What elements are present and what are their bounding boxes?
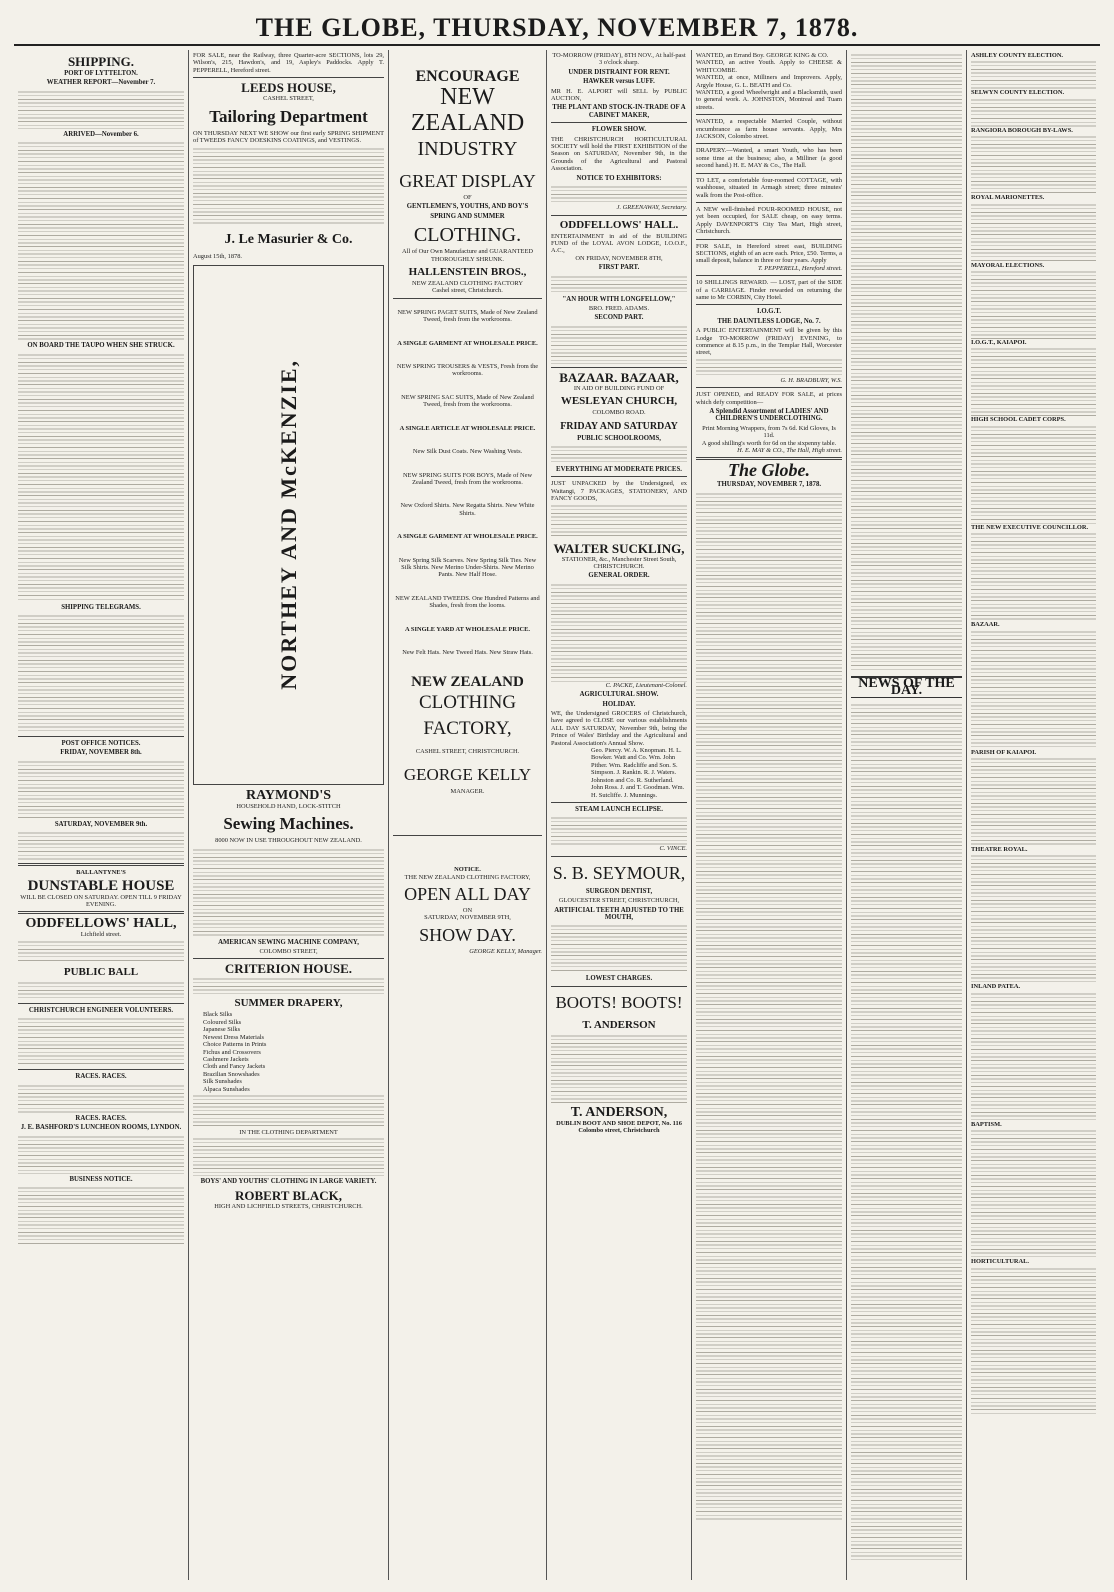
may: H. E. MAY & CO., The Hall, High street. <box>737 447 842 455</box>
hawker: HAWKER versus LUFF. <box>583 78 655 86</box>
ad-12: New Felt Hats. New Tweed Hats. New Straw Hats. <box>402 648 533 656</box>
marionettes-text <box>971 202 1096 262</box>
gardiner-text <box>18 939 184 963</box>
splendid: A Splendid Assortment of LADIES' AND CHILDREN'S UNDERCLOTHING. <box>709 408 829 423</box>
dunstable-sub: WILL BE CLOSED ON SATURDAY. OPEN TILL 9 FRIDAY EVENING. <box>20 893 182 909</box>
encourage: ENCOURAGE <box>415 68 520 85</box>
weather-text <box>18 89 184 129</box>
clothing: CLOTHING. <box>413 224 522 247</box>
theatre-royal: THEATRE ROYAL. <box>971 846 1028 854</box>
horticultural-note: HORTICULTURAL. <box>971 1258 1029 1266</box>
wanted-2: WANTED, at once, Milliners and Improvers. Apply, Argyle House, G. L. BEATH and Co. <box>696 74 842 89</box>
just-opened: JUST OPENED, and READY FOR SALE, at prices which defy competition— <box>696 391 842 406</box>
post-office-heading: POST OFFICE NOTICES. <box>61 740 141 748</box>
summer-drapery: SUMMER DRAPERY, <box>234 997 343 1010</box>
column-5 <box>692 50 847 1580</box>
news-of-the-day: NEWS OF THE DAY. <box>851 676 962 698</box>
rangiora-text <box>971 134 1096 194</box>
leeds-sub: CASHEL STREET, <box>263 95 314 103</box>
sewing-note: 8000 NOW IN USE THROUGHOUT NEW ZEALAND. <box>215 837 362 845</box>
ent-text <box>696 357 842 377</box>
criterion-intro <box>193 976 384 994</box>
post-saturday: SATURDAY, NOVEMBER 9th. <box>54 820 148 828</box>
anderson-2: T. ANDERSON, <box>570 1104 668 1120</box>
hallenstein: HALLENSTEIN BROS., <box>408 266 527 279</box>
great-display: GREAT DISPLAY <box>399 171 536 191</box>
lecture: "AN HOUR WITH LONGFELLOW," <box>562 295 676 303</box>
flower-show: FLOWER SHOW. <box>591 126 647 134</box>
races-text <box>18 1083 184 1113</box>
cashel: Cashel street, Christchurch. <box>432 287 503 295</box>
iogt-kaiapoi: I.O.G.T., KAIAPOI. <box>971 339 1027 347</box>
for-sale: FOR SALE, in Hereford street east, BUILDING SECTIONS, eighth of an acre each. Price, £50. Terms, a small deposit, balance in three or four years. Apply <box>696 242 842 265</box>
special-text <box>193 1093 384 1129</box>
entertainment: ENTERTAINMENT in aid of the BUILDING FUND of the LOYAL AVON LODGE, I.O.O.F., A.C., <box>551 232 687 255</box>
selwyn-election: SELWYN COUNTY ELECTION. <box>971 89 1065 97</box>
tailoring-text <box>193 146 384 226</box>
general-order: GENERAL ORDER. <box>588 572 650 580</box>
seymour: S. B. SEYMOUR, <box>552 862 686 883</box>
vince: C. VINCE. <box>659 845 687 853</box>
arrivals-text <box>18 140 184 340</box>
engineers-heading: CHRISTCHURCH ENGINEER VOLUNTEERS. <box>28 1006 174 1014</box>
sewing-text <box>193 847 384 937</box>
ad-2: NEW SPRING TROUSERS & VESTS, Fresh from the workrooms. <box>396 363 539 378</box>
gloucester: GLOUCESTER STREET, CHRISTCHURCH, <box>558 897 680 905</box>
post-text <box>18 759 184 819</box>
marionettes: ROYAL MARIONETTES. <box>971 194 1045 202</box>
four-roomed: A NEW well-finished FOUR-ROOMED HOUSE, not yet been occupied, for SALE cheap, on easy terms. Apply DAVENPORT'S City Tea Mart, High street, Christchurch. <box>696 205 842 236</box>
business-text <box>18 1185 184 1245</box>
show-day: SHOW DAY. <box>419 924 516 945</box>
wesleyan: WESLEYAN CHURCH, <box>560 395 678 408</box>
lowest: LOWEST CHARGES. <box>585 975 653 983</box>
ad-3: NEW SPRING SAC SUITS, Made of New Zealand Tweed, fresh from the workrooms. <box>401 393 534 409</box>
ad-7: New Oxford Shirts. New Regatta Shirts. New White Shirts. <box>400 502 535 517</box>
exhibitors-text <box>551 184 687 204</box>
bazaar: BAZAAR. <box>971 621 1000 629</box>
everything: EVERYTHING AT MODERATE PRICES. <box>556 465 682 473</box>
friday: ON FRIDAY, NOVEMBER 8TH, <box>575 254 663 262</box>
dublin-depot: DUBLIN BOOT AND SHOE DEPOT, No. 116 Colombo street, Christchurch <box>556 1119 682 1135</box>
sewing-machines: Sewing Machines. <box>223 814 354 834</box>
column-6 <box>847 50 967 1580</box>
horticultural: THE CHRISTCHURCH HORTICULTURAL SOCIETY will hold the FIRST EXHIBITION of the Season on SATURDAY, November 9th, in the Grounds of the Agricultural and Pastoral Association. <box>551 135 687 173</box>
shipping-heading: SHIPPING. <box>67 54 135 69</box>
raymonds: RAYMOND'S <box>245 787 332 803</box>
second-part-list <box>551 324 687 364</box>
races-heading-2: RACES. RACES. <box>75 1114 127 1122</box>
selwyn-text <box>971 97 1096 127</box>
dauntless: THE DAUNTLESS LODGE, No. 7. <box>717 317 821 325</box>
adams: BRO. FRED. ADAMS. <box>588 304 650 312</box>
general-order-text <box>551 582 687 682</box>
clothing-factory: CLOTHING FACTORY, <box>418 692 517 740</box>
iogt: I.O.G.T. <box>756 308 782 316</box>
suckling: WALTER SUCKLING, <box>553 540 685 556</box>
column-2 <box>189 50 389 1580</box>
factory: NEW ZEALAND CLOTHING FACTORY <box>412 280 523 288</box>
tailoring-department: Tailoring Department <box>209 106 368 126</box>
taupo-heading: ON BOARD THE TAUPO WHEN SHE STRUCK. <box>27 342 175 350</box>
public-entertainment: A PUBLIC ENTERTAINMENT will be given by this Lodge TO-MORROW (FRIDAY) EVENING, to commence at 8.15 p.m., in the Templar Hall, Worcester street, <box>696 327 842 357</box>
plant: THE PLANT AND STOCK-IN-TRADE OF A CABINET MAKER, <box>552 104 686 119</box>
races-heading: RACES. RACES. <box>75 1073 127 1081</box>
alport: MR H. E. ALPORT will SELL by PUBLIC AUCTION, <box>551 87 687 103</box>
ad-8: A SINGLE GARMENT AT WHOLESALE PRICE. <box>397 533 538 541</box>
column-1 <box>14 50 189 1580</box>
mayoral: MAYORAL ELECTIONS. <box>971 261 1045 269</box>
grocer-names: Geo. Piercy. W. A. Knopman. H. L. Bowker. Watt and Co. Wm. John Pither. Wm. Radcliffe and Son. S. Simpson. J. Rankin. R. J. Waters. Johnston and Co. R. Sutherland. John Ross. J. and T. Goodman. Wm. H. Sutcliffe. J. Munnings. <box>591 747 685 799</box>
the-globe: The Globe. <box>728 460 810 481</box>
first-part: FIRST PART. <box>598 264 640 272</box>
for-sale-sections: FOR SALE, near the Railway, three Quarter-acre SECTIONS, lots 29, Wilson's, 215, Hawdon's, and 19, Aspley's Paddocks. Apply T. PEPPERELL, Hereford street. <box>193 52 384 74</box>
holiday: HOLIDAY. <box>602 700 636 708</box>
tomorrow: TO-MORROW (FRIDAY), 8TH NOV., At half-past 3 o'clock sharp. <box>552 52 686 67</box>
leeds-house: LEEDS HOUSE, <box>241 80 336 96</box>
stationery-list <box>551 503 687 539</box>
baptism: BAPTISM. <box>971 1120 1002 1128</box>
post-text-2 <box>18 830 184 860</box>
black-address: HIGH AND LICHFIELD STREETS, CHRISTCHURCH. <box>214 1202 363 1210</box>
engineers-text <box>18 1016 184 1066</box>
column-4 <box>547 50 692 1580</box>
horticultural-text <box>971 1266 1096 1416</box>
inland-text <box>971 991 1096 1121</box>
anderson: T. ANDERSON <box>582 1018 656 1031</box>
ballantyne: BALLANTYNE'S <box>76 869 126 877</box>
ball-text <box>18 980 184 1000</box>
packe: C. PACKE, Lieutenant-Colonel. <box>605 681 687 689</box>
manufacture: All of Our Own Manufacture and GUARANTEED THOROUGHLY SHRUNK. <box>402 248 533 263</box>
on: ON <box>462 907 473 914</box>
spring-summer: SPRING AND SUMMER <box>430 212 505 220</box>
news-text <box>851 702 962 1562</box>
artificial: ARTIFICIAL TEETH ADJUSTED TO THE MOUTH, <box>554 906 684 921</box>
telegrams-text <box>18 613 184 733</box>
ad-5: New Silk Dust Coats. New Washing Vests. <box>412 448 523 456</box>
agricultural: AGRICULTURAL SHOW. <box>579 691 659 699</box>
grocers: WE, the Undersigned GROCERS of Christchurch, have agreed to CLOSE our various establishments ALL DAY SATURDAY, November 9th, being the Prince of Wales' Birthday and the Agricultural and Pastoral Association's Annual Show. <box>551 710 687 747</box>
iogt-text <box>971 346 1096 416</box>
bazaar: BAZAAR. BAZAAR, <box>559 369 679 385</box>
public-ball: PUBLIC BALL <box>63 965 139 978</box>
le-masurier: J. Le Masurier & Co. <box>224 232 353 248</box>
new-zealand: NEW ZEALAND <box>410 84 525 136</box>
weather-report: WEATHER REPORT—November 7. <box>46 79 156 87</box>
parish-text <box>971 756 1096 846</box>
ad-4: A SINGLE ARTICLE AT WHOLESALE PRICE. <box>399 424 536 432</box>
clothing-dept: IN THE CLOTHING DEPARTMENT <box>239 1128 338 1136</box>
wanted-0: WANTED, an Errand Boy. GEORGE KING & CO. <box>696 52 829 59</box>
wanted-3: WANTED, a good Wheelwright and a Blacksmith, used to general work. A. JOHNSTON, Montreal and Tuam streets. <box>696 89 842 111</box>
ad-9: New Spring Silk Scarves. New Spring Silk Ties. New Silk Shirts. New Merino Under-Shirts. New Merino Pants. New Half Hose. <box>398 556 537 579</box>
inland-patea: INLAND PATEA. <box>971 983 1021 991</box>
ad-10: NEW ZEALAND TWEEDS. One Hundred Patterns and Shades, fresh from the looms. <box>395 594 540 610</box>
bashford-text <box>18 1134 184 1174</box>
raymonds-sub: HOUSEHOLD HAND, LOCK-STITCH <box>236 802 341 810</box>
editorial-date: THURSDAY, NOVEMBER 7, 1878. <box>716 481 822 489</box>
northey-mckenzie: NORTHEY AND McKENZIE, <box>275 359 301 691</box>
notice-body: THE NEW ZEALAND CLOTHING FACTORY, <box>404 873 531 881</box>
pepperell: T. PEPPERELL, Hereford street. <box>757 264 842 272</box>
column-3 <box>389 50 547 1580</box>
first-part-list <box>551 274 687 294</box>
ad-11: A SINGLE YARD AT WHOLESALE PRICE. <box>405 625 530 633</box>
cashel-2: CASHEL STREET, CHRISTCHURCH. <box>415 748 520 756</box>
parish-kaiapoi: PARISH OF KAIAPOI. <box>971 748 1037 756</box>
notice: NOTICE. <box>454 866 481 874</box>
wanted-1: WANTED, an active Youth. Apply to CHEESE & WHITCOMBE. <box>696 59 842 74</box>
taupo-article <box>18 352 184 602</box>
tailoring-body: ON THURSDAY NEXT WE SHOW our first early SPRING SHIPMENT of TWEEDS FANCY DOESKINS COATINGS, and VESTINGS. <box>193 129 384 145</box>
column-7 <box>967 50 1100 1580</box>
steam-text <box>551 815 687 845</box>
oddfellows-sub: Lichfield street. <box>80 931 122 939</box>
baptism-text <box>971 1128 1096 1258</box>
colombo-road: COLOMBO ROAD. <box>592 409 646 417</box>
boys-clothing: BOYS' AND YOUTHS' CLOTHING IN LARGE VARIETY. <box>200 1178 377 1186</box>
oddfellows-hall: ODDFELLOWS' HALL, <box>25 916 177 932</box>
cadet-corps: HIGH SCHOOL CADET CORPS. <box>971 416 1066 424</box>
open-all-day: OPEN ALL DAY <box>404 884 531 904</box>
editorial-text <box>696 491 842 1521</box>
arrived-heading: ARRIVED—November 6. <box>63 130 139 138</box>
kelly-signature: GEORGE KELLY, Manager. <box>469 947 542 955</box>
wanted-4: WANTED, a respectable Married Couple, without encumbrance as farm house servants. Apply, Mrs JACKSON, Colombo street. <box>696 118 842 141</box>
bazaar-text <box>551 444 687 464</box>
masurier-date: August 15th, 1878. <box>193 253 242 261</box>
boots: BOOTS! BOOTS! <box>555 992 683 1012</box>
american-sewing: AMERICAN SEWING MACHINE COMPANY, <box>218 938 359 946</box>
cadet-text <box>971 424 1096 524</box>
surgeon: SURGEON DENTIST, <box>585 887 653 895</box>
gents: GENTLEMEN'S, YOUTHS, AND BOY'S <box>406 203 529 211</box>
wanted-5: DRAPERY.—Wanted, a smart Youth, who has been some time at the business; also, a Milliner (a good second hand.) H. E. MAY & Co., The Hall. <box>696 147 842 170</box>
dentist-text <box>551 923 687 973</box>
theatre-text <box>971 853 1096 983</box>
bashford-heading: J. E. BASHFORD'S LUNCHEON ROOMS, LYNDON. <box>20 1124 182 1132</box>
of: OF <box>463 194 472 201</box>
reward: 10 SHILLINGS REWARD. — LOST, part of the SIDE of a CARRIAGE. Finder rewarded on returning the same to Mr CORBIN, City Hotel. <box>696 279 842 301</box>
mayoral-text <box>971 269 1096 339</box>
saturday: SATURDAY, NOVEMBER 9TH, <box>424 914 511 922</box>
bazaar-aid: IN AID OF BUILDING FUND OF <box>573 384 665 392</box>
telegrams-heading: SHIPPING TELEGRAMS. <box>61 603 141 611</box>
silk-list: Black Silks Coloured Silks Japanese Silks Newest Dress Materials Choice Patterns in Prints Fichus and Crossovers Cashmere Jackets Cloth and Fancy Jackets Brazilian Snowshades Silk Sunshades Alpaca Sunshades <box>203 1011 267 1093</box>
second-part: SECOND PART. <box>594 314 644 322</box>
unpacked: JUST UNPACKED by the Undersigned, ex Waitangi, 7 PACKAGES, STATIONERY, AND FANCY GOODS, <box>551 480 687 503</box>
colombo-street: COLOMBO STREET, <box>259 948 318 956</box>
business-heading: BUSINESS NOTICE. <box>69 1175 133 1183</box>
boots-text <box>551 1033 687 1103</box>
post-friday: FRIDAY, NOVEMBER 8th. <box>60 749 142 757</box>
stationer: STATIONER, &c., Manchester Street South, CHRISTCHURCH. <box>561 555 677 570</box>
industry: INDUSTRY <box>417 138 518 160</box>
greenaway: J. GREENAWAY, Secretary. <box>616 204 687 212</box>
ashley-text <box>971 59 1096 89</box>
dunstable-house: DUNSTABLE HOUSE <box>27 877 175 894</box>
nz-2: NEW ZEALAND <box>411 674 524 691</box>
port-heading: PORT OF LYTTELTON. <box>64 70 138 77</box>
oddfellows: ODDFELLOWS' HALL. <box>559 218 679 231</box>
george-kelly: GEORGE KELLY <box>403 764 532 784</box>
rangiora-bylaws: RANGIORA BOROUGH BY-LAWS. <box>971 126 1073 134</box>
schoolrooms: PUBLIC SCHOOLROOMS, <box>577 434 661 442</box>
ad-6: NEW SPRING SUITS FOR BOYS, Made of New Zealand Tweed, fresh from the workrooms. <box>402 471 533 486</box>
to-let: TO LET, a comfortable four-roomed COTTAGE, with washhouse, situated in Armagh street; three minutes' walk from the Post-office. <box>696 176 842 199</box>
prints: Print Morning Wrappers, from 7s 6d. Kid Gloves, Is 11d. <box>702 424 836 440</box>
shilling: A good shilling's worth for 6d on the sixpenny table. <box>701 439 837 447</box>
ashley-election: ASHLEY COUNTY ELECTION. <box>971 52 1064 59</box>
robert-black: ROBERT BLACK, <box>235 1187 342 1203</box>
masthead: THE GLOBE, THURSDAY, NOVEMBER 7, 1878. <box>14 10 1100 46</box>
councillor-text <box>971 531 1096 621</box>
editorial-continued <box>851 52 962 672</box>
executive-councillor: THE NEW EXECUTIVE COUNCILLOR. <box>971 523 1089 531</box>
bazaar-text <box>971 629 1096 749</box>
manager: MANAGER. <box>450 787 485 795</box>
distraint: UNDER DISTRAINT FOR RENT. <box>568 68 670 76</box>
notice-exhibitors: NOTICE TO EXHIBITORS: <box>576 174 662 182</box>
ad-0: NEW SPRING PAGET SUITS, Made of New Zealand Tweed, fresh from the workrooms. <box>397 308 538 324</box>
northey-mckenzie-ad <box>193 265 384 785</box>
clothing-text <box>193 1136 384 1176</box>
criterion-house: CRITERION HOUSE. <box>224 961 353 977</box>
friday-saturday: FRIDAY AND SATURDAY <box>560 420 678 432</box>
bradbury: G. H. BRADBURY, W.S. <box>780 376 842 384</box>
ad-1: A SINGLE GARMENT AT WHOLESALE PRICE. <box>397 339 538 347</box>
steam-launch: STEAM LAUNCH ECLIPSE. <box>575 805 663 813</box>
